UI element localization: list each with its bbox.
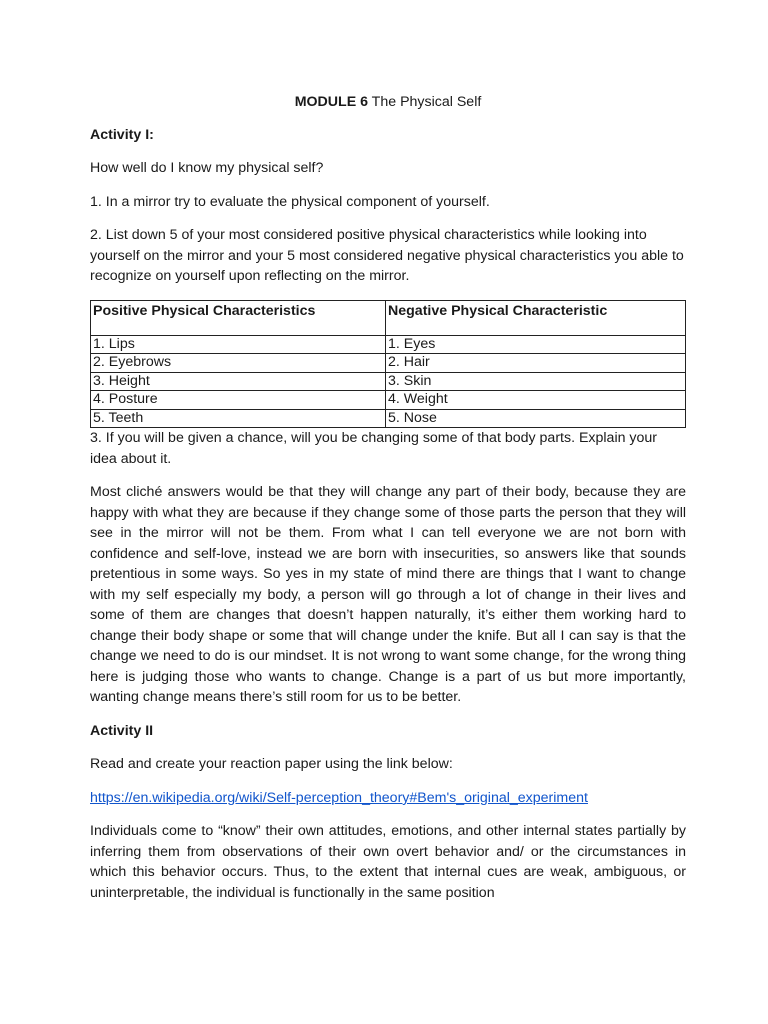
negative-cell: 4. Weight [386,391,686,410]
positive-header: Positive Physical Characteristics [91,300,386,335]
reference-link[interactable]: https://en.wikipedia.org/wiki/Self-perception_theory#Bem's_original_experiment [90,789,588,806]
page-title [90,92,686,113]
activity-1-step-3: 3. If you will be given a chance, will you be changing some of that body parts. Explain your idea about it. [90,430,658,467]
module-title: The Physical Self [368,94,482,110]
positive-cell: 1. Lips [91,335,386,354]
activity-1-heading: Activity I: [90,126,154,143]
table-row [91,372,686,391]
activity-1-step-1: 1. In a mirror try to evaluate the physical component of yourself. [90,193,490,210]
activity-1-answer: Most cliché answers would be that they will change any part of their body, because they are happy with what they are because if they change some of those parts the person that they will see in the mirror will not be them. From what I can tell everyone we are not born with confidence and self-love, instead we are born with insecurities, so answers like that sounds pretentious in some ways. So yes in my state of mind there are things that I want to change with my self especially my body, a person will go through a lot of change in their lives and some of them are changes that doesn’t happen naturally, it’s either them working hard to change their body shape or some that will change under the knife. But all I can say is that the change we need to do is our mindset. It is not wrong to want some change, for the wrong thing here is judging those who wants to change. Change is a part of us but more importantly, wanting change means there’s still room for us to be better. [90,484,686,706]
negative-header: Negative Physical Characteristic [386,300,686,335]
activity-1-question: How well do I know my physical self? [90,160,324,176]
table-row [91,409,686,428]
negative-cell: 1. Eyes [386,335,686,354]
negative-cell: 5. Nose [386,409,686,428]
negative-cell: 2. Hair [386,354,686,373]
activity-2-instruction: Read and create your reaction paper using the link below: [90,756,453,773]
activity-2-body: Individuals come to “know” their own attitudes, emotions, and other internal states partially by inferring them from observations of their own overt behavior and/ or the circumstances in which this behavior occurs. Thus, to the extent that internal cues are weak, ambiguous, or uninterpretable, the individual is functionally in the same position [90,823,686,901]
table-row [91,354,686,373]
table-header-row [91,300,686,335]
module-label: MODULE 6 [294,94,368,110]
positive-cell: 2. Eyebrows [91,354,386,373]
document-content [90,92,686,916]
negative-cell: 3. Skin [386,372,686,391]
activity-2-heading: Activity II [90,722,154,739]
characteristics-table [90,300,686,429]
positive-cell: 4. Posture [91,391,386,410]
positive-cell: 3. Height [91,372,386,391]
table-row [91,391,686,410]
activity-1-step-2: 2. List down 5 of your most considered positive physical characteristics while looking into yourself on the mirror and your 5 most considered negative physical characteristics you able to recognize on yourself upon reflecting on the mirror. [90,227,684,284]
positive-cell: 5. Teeth [91,409,386,428]
table-row [91,335,686,354]
